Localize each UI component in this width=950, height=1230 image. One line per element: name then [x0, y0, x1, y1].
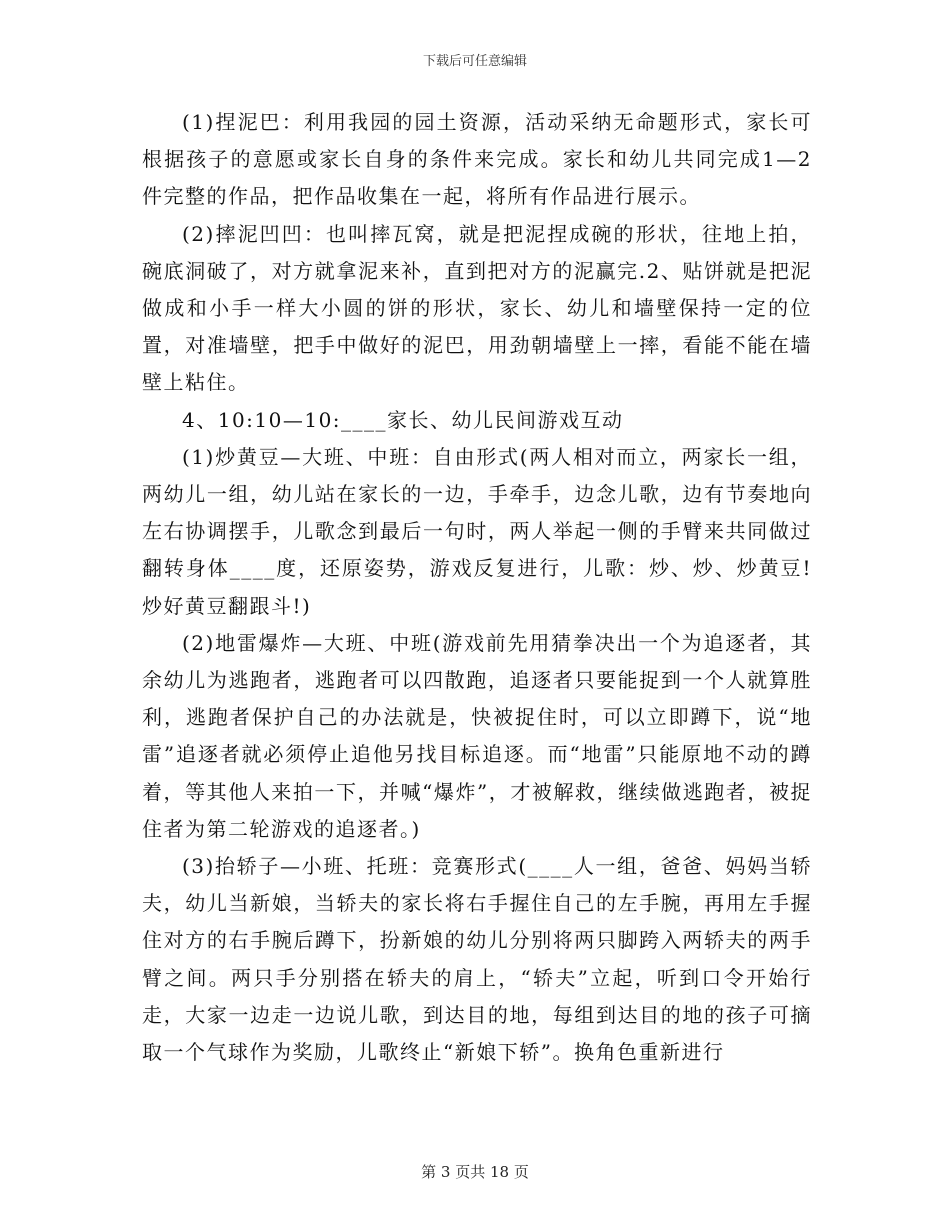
- paragraph-fry-soybeans-game: (1)炒黄豆—大班、中班：自由形式(两人相对而立，两家长一组，两幼儿一组，幼儿站在家长的一边，手牵手，边念儿歌，边有节奏地向左右协调摆手，儿歌念到最后一句时，两人举起一侧的手臂来共同做过翻转身体____度，还原姿势，游戏反复进行，儿歌：炒、炒、炒黄豆!炒好黄豆翻跟斗!): [142, 444, 812, 618]
- page-header: 下载后可任意编辑: [422, 54, 527, 69]
- paragraph-clay-kneading: (1)捏泥巴：利用我园的园土资源，活动采纳无命题形式，家长可根据孩子的意愿或家长自身的条件来完成。家长和幼儿共同完成1—2件完整的作品，把作品收集在一起，将所有作品进行展示。: [142, 110, 812, 209]
- paragraph-landmine-game: (2)地雷爆炸—大班、中班(游戏前先用猜拳决出一个为追逐者，其余幼儿为逃跑者，逃跑者可以四散跑，追逐者只要能捉到一个人就算胜利，逃跑者保护自己的办法就是，快被捉住时，可以立即蹲下，说“地雷”追逐者就必须停止追他另找目标追逐。而“地雷”只能原地不动的蹲着，等其他人来拍一下，并喊“爆炸”，才被解救，继续做逃跑者，被捉住者为第二轮游戏的追逐者。): [142, 630, 812, 841]
- paragraph-clay-slamming: (2)摔泥凹凹：也叫摔瓦窝，就是把泥捏成碗的形状，往地上拍，碗底洞破了，对方就拿泥来补，直到把对方的泥赢完.2、贴饼就是把泥做成和小手一样大小圆的饼的形状，家长、幼儿和墙壁保持一定的位置，对准墙壁，把手中做好的泥巴，用劲朝墙壁上一摔，看能不能在墙壁上粘住。: [142, 221, 812, 395]
- page-number-footer: 第 3 页共 18 页: [421, 1163, 529, 1181]
- section-heading-folk-games: 4、10:10—10:____家长、幼儿民间游戏互动: [182, 407, 624, 432]
- document-body: [142, 104, 812, 1071]
- paragraph-sedan-chair-game: (3)抬轿子—小班、托班：竞赛形式(____人一组，爸爸、妈妈当轿夫，幼儿当新娘，当轿夫的家长将右手握住自己的左手腕，再用左手握住对方的右手腕后蹲下，扮新娘的幼儿分别将两只脚跨入两轿夫的两手臂之间。两只手分别搭在轿夫的肩上，“轿夫”立起，听到口令开始行走，大家一边走一边说儿歌，到达目的地，每组到达目的地的孩子可摘取一个气球作为奖励，儿歌终止“新娘下轿”。换角色重新进行: [142, 854, 812, 1065]
